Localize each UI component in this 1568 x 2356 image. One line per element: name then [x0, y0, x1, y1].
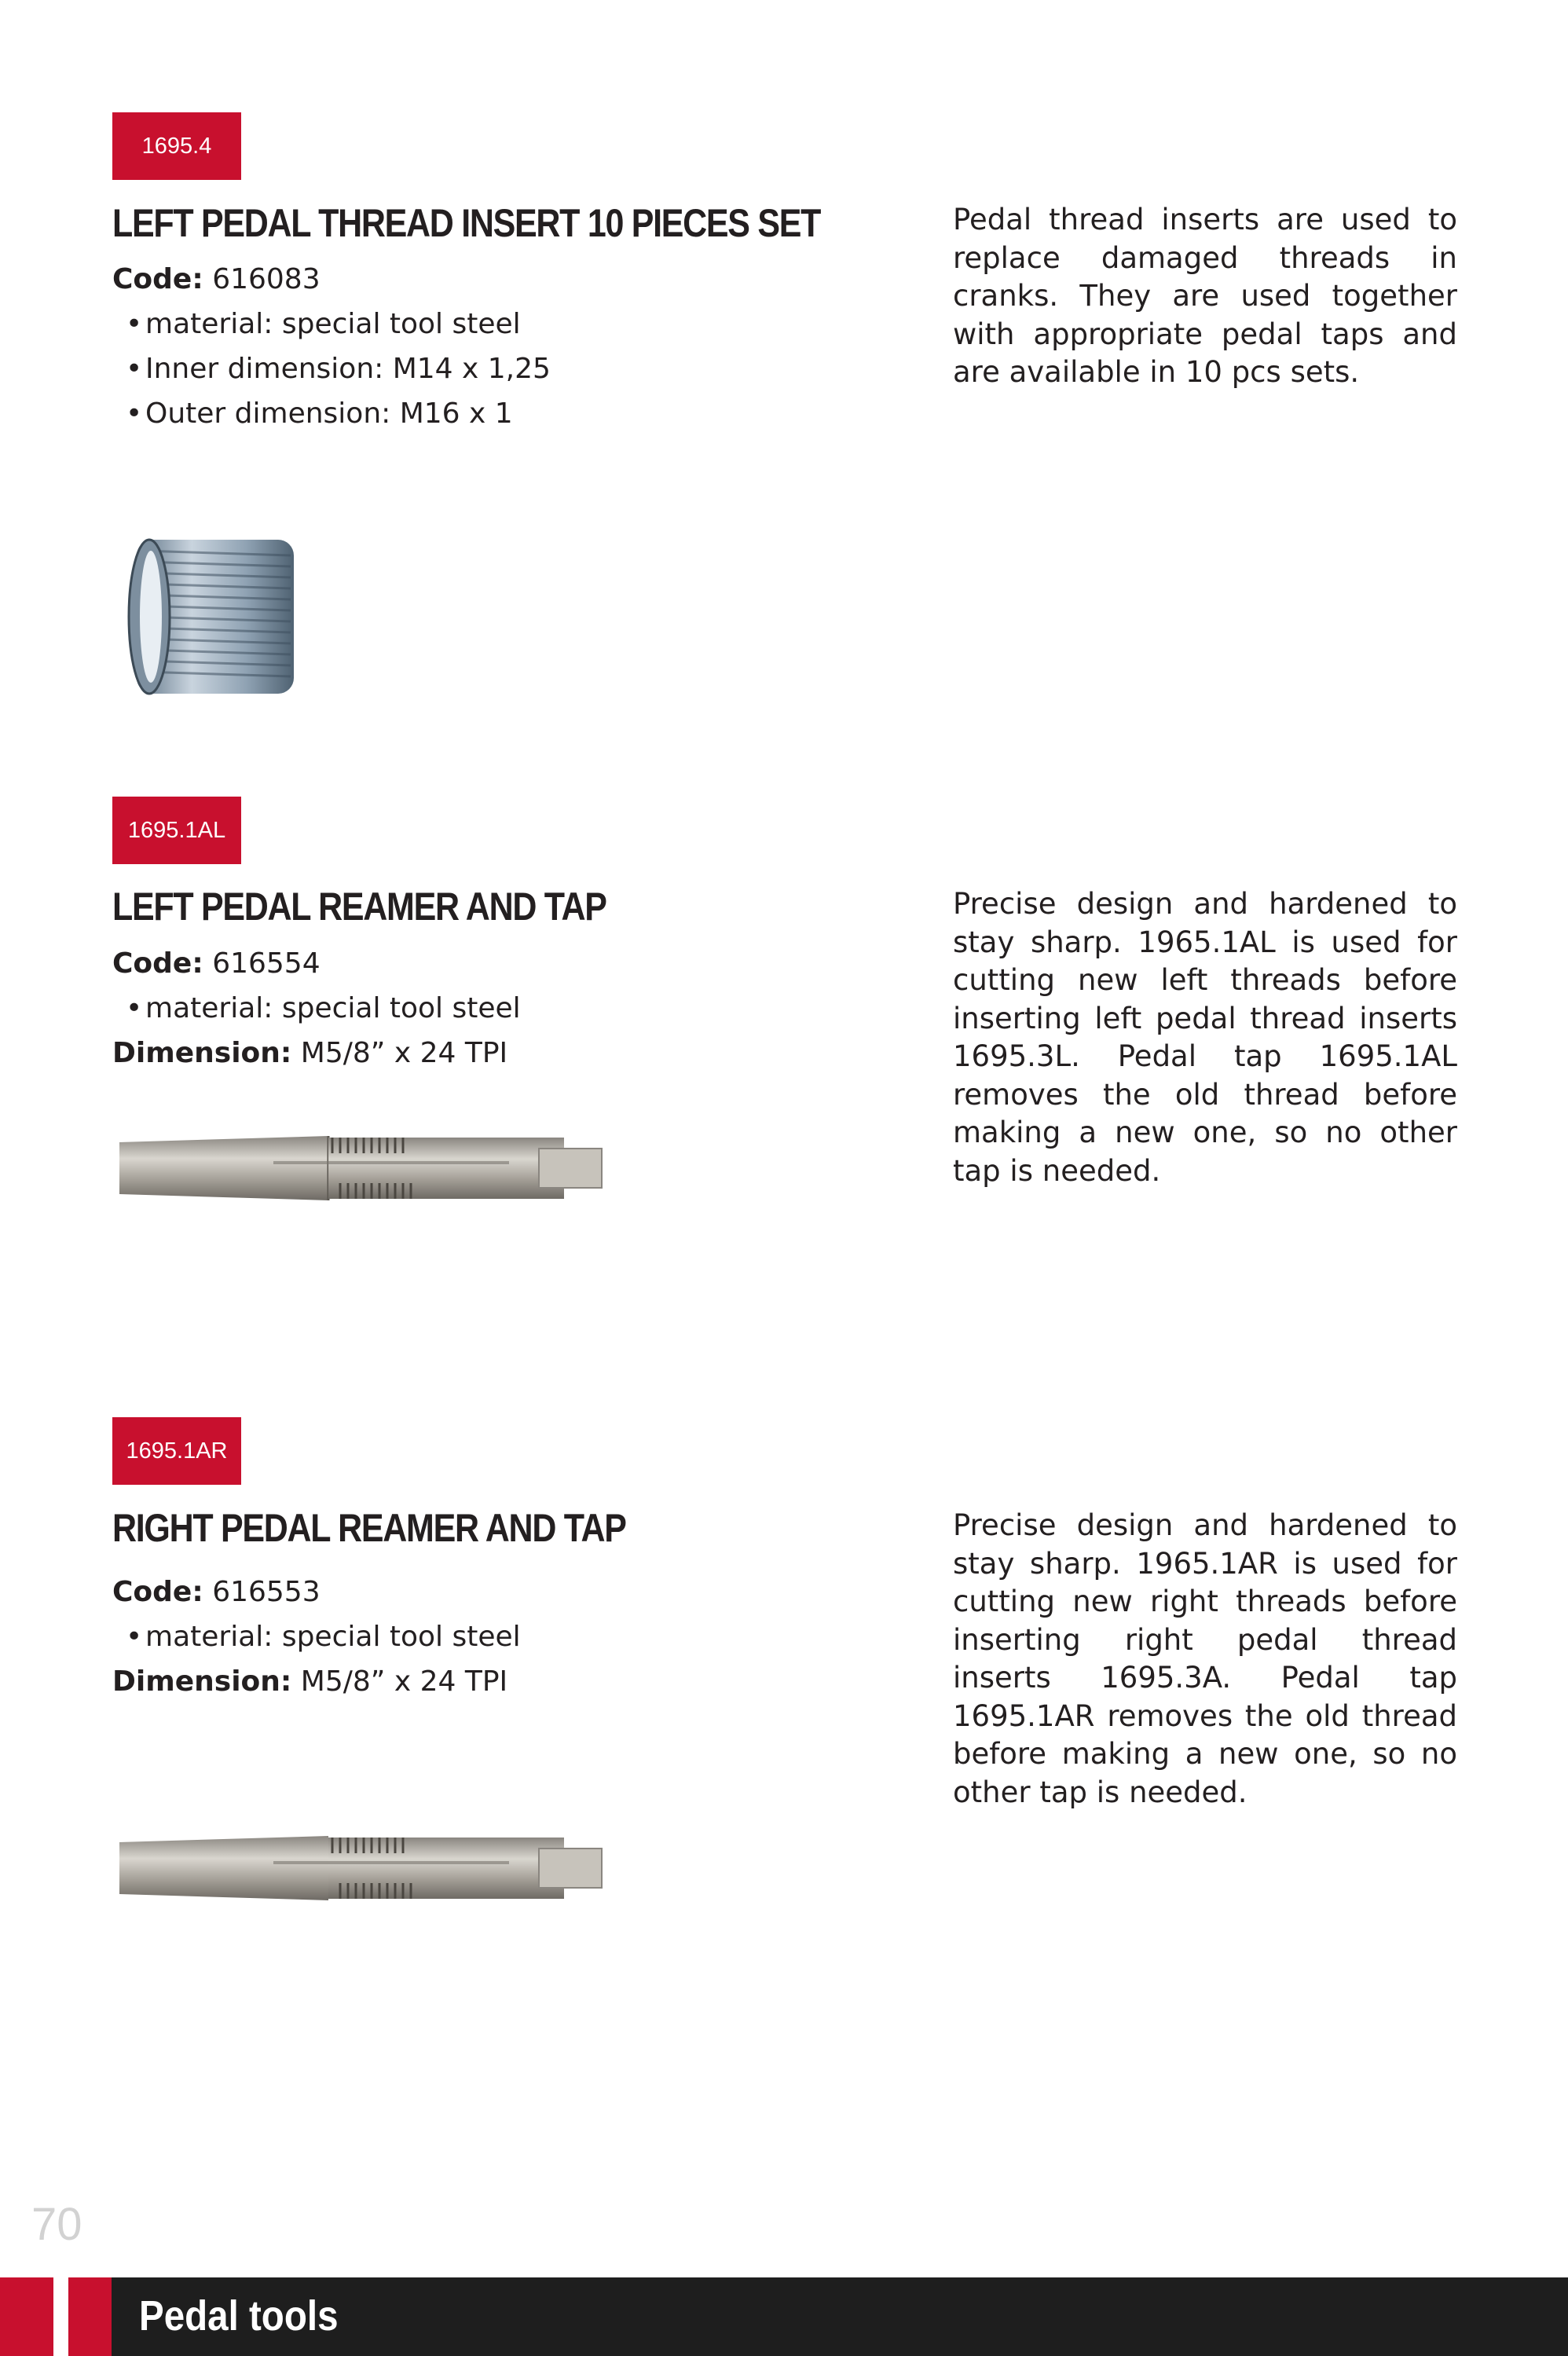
list-item: • Inner dimension: M14 x 1,25: [112, 346, 551, 391]
product-description: Pedal thread inserts are used to replace damaged threads in cranks. They are used together with appropriate pedal taps and are available in 10 pcs sets.: [953, 203, 1457, 389]
dimension-value: M5/8” x 24 TPI: [300, 1037, 508, 1069]
code-value: 616554: [212, 947, 321, 980]
feature-list: [112, 302, 551, 436]
product-description: Precise design and hardened to stay sharp. 1965.1AL is used for cutting new left threads before inserting left pedal thread inserts 1695.3L. Pedal tap 1695.1AL removes the old thread before making a new one, so no other tap is needed.: [953, 887, 1457, 1188]
section-title: Pedal tools: [139, 2292, 339, 2340]
dimension-line: [112, 1659, 521, 1704]
code-label: Code:: [112, 947, 203, 980]
dimension-value: M5/8” x 24 TPI: [300, 1665, 508, 1698]
reamer-tap-image: [116, 1125, 605, 1211]
code-label: Code:: [112, 263, 203, 295]
product-title: LEFT PEDAL REAMER AND TAP: [112, 885, 606, 929]
page-number: 70: [31, 2199, 82, 2250]
list-item: • material: special tool steel: [112, 1614, 521, 1659]
dimension-label: Dimension:: [112, 1037, 292, 1069]
footer-accent-bar: [0, 2277, 53, 2356]
product-code-badge: 1695.1AL: [112, 797, 241, 864]
feature-list: [112, 986, 521, 1031]
product-code-badge: 1695.1AR: [112, 1417, 241, 1485]
product-description: Precise design and hardened to stay sharp. 1965.1AR is used for cutting new right threads before inserting right pedal thread inserts 1695.3A. Pedal tap 1695.1AR removes the old thread before making a new one, so no other tap is needed.: [953, 1508, 1457, 1809]
code-label: Code:: [112, 1576, 203, 1608]
product-specs: [112, 941, 521, 1075]
product-code-badge: 1695.4: [112, 112, 241, 180]
product-title: RIGHT PEDAL REAMER AND TAP: [112, 1506, 626, 1550]
list-item: • Outer dimension: M16 x 1: [112, 391, 551, 436]
code-value: 616553: [212, 1576, 321, 1608]
dimension-label: Dimension:: [112, 1665, 292, 1698]
code-line: [112, 257, 551, 302]
reamer-tap-image: [116, 1825, 605, 1911]
list-item: • material: special tool steel: [112, 986, 521, 1031]
thread-insert-image: [118, 522, 306, 711]
feature-list: [112, 1614, 521, 1659]
code-line: [112, 941, 521, 986]
section-footer: [0, 2277, 1568, 2356]
product-title: LEFT PEDAL THREAD INSERT 10 PIECES SET: [112, 201, 821, 245]
footer-accent-bar: [68, 2277, 112, 2356]
product-specs: [112, 257, 551, 436]
code-line: [112, 1570, 521, 1614]
dimension-line: [112, 1031, 521, 1075]
code-value: 616083: [212, 263, 321, 295]
product-specs: [112, 1570, 521, 1704]
list-item: • material: special tool steel: [112, 302, 551, 346]
